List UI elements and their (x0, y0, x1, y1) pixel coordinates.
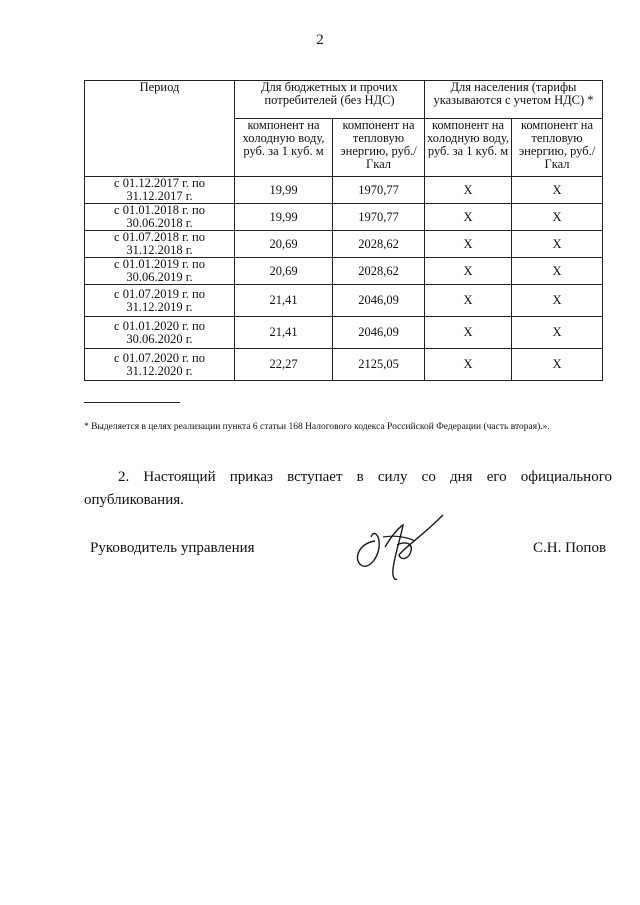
cell-budget-heat: 1970,77 (333, 204, 425, 231)
header-budget-cold-water: компонент на холодную воду, руб. за 1 куб. м (235, 119, 333, 177)
cell-period: с 01.07.2019 г. по 31.12.2019 г. (85, 285, 235, 317)
cell-period: с 01.01.2019 г. по 30.06.2019 г. (85, 258, 235, 285)
cell-population-water: X (425, 349, 512, 381)
cell-population-heat: X (512, 231, 603, 258)
cell-budget-heat: 2046,09 (333, 285, 425, 317)
cell-budget-water: 21,41 (235, 285, 333, 317)
cell-population-heat: X (512, 349, 603, 381)
table-row (85, 258, 603, 285)
cell-population-heat: X (512, 204, 603, 231)
cell-population-heat: X (512, 177, 603, 204)
header-population-heat-energy: компонент на тепловую энергию, руб./Гкал (512, 119, 603, 177)
cell-budget-heat: 2046,09 (333, 317, 425, 349)
cell-budget-water: 21,41 (235, 317, 333, 349)
footnote-divider (84, 402, 180, 403)
cell-population-water: X (425, 317, 512, 349)
cell-budget-water: 20,69 (235, 258, 333, 285)
header-period: Период (85, 81, 235, 177)
effective-date-paragraph: 2. Настоящий приказ вступает в силу со дня его официального опубликования. (84, 469, 612, 508)
tariff-table (84, 80, 603, 381)
cell-budget-water: 22,27 (235, 349, 333, 381)
cell-budget-water: 20,69 (235, 231, 333, 258)
handwritten-signature (345, 507, 455, 587)
cell-population-water: X (425, 204, 512, 231)
cell-budget-water: 19,99 (235, 204, 333, 231)
cell-population-water: X (425, 285, 512, 317)
cell-period: с 01.01.2018 г. по 30.06.2018 г. (85, 204, 235, 231)
cell-period: с 01.12.2017 г. по 31.12.2017 г. (85, 177, 235, 204)
cell-budget-heat: 2028,62 (333, 258, 425, 285)
table-row (85, 204, 603, 231)
header-group-budget: Для бюджетных и прочих потребителей (без НДС) (235, 81, 425, 119)
cell-period: с 01.07.2020 г. по 31.12.2020 г. (85, 349, 235, 381)
page-number: 2 (316, 32, 324, 48)
cell-population-heat: X (512, 285, 603, 317)
signer-title: Руководитель управления (90, 540, 255, 556)
cell-population-water: X (425, 258, 512, 285)
cell-budget-heat: 2028,62 (333, 231, 425, 258)
cell-period: с 01.01.2020 г. по 30.06.2020 г. (85, 317, 235, 349)
table-row (85, 177, 603, 204)
table-row (85, 317, 603, 349)
cell-population-water: X (425, 231, 512, 258)
header-group-population: Для населения (тарифы указываются с учетом НДС) * (425, 81, 603, 119)
cell-budget-heat: 1970,77 (333, 177, 425, 204)
signer-name: С.Н. Попов (533, 540, 607, 556)
cell-budget-water: 19,99 (235, 177, 333, 204)
cell-period: с 01.07.2018 г. по 31.12.2018 г. (85, 231, 235, 258)
table-header-row (85, 81, 603, 119)
header-population-cold-water: компонент на холодную воду, руб. за 1 куб. м (425, 119, 512, 177)
cell-population-water: X (425, 177, 512, 204)
table-row (85, 285, 603, 317)
cell-budget-heat: 2125,05 (333, 349, 425, 381)
cell-population-heat: X (512, 258, 603, 285)
footnote: * Выделяется в целях реализации пункта 6 статьи 168 Налогового кодекса Российской Федерации (часть вторая).». (84, 422, 550, 432)
table-row (85, 349, 603, 381)
table-row (85, 231, 603, 258)
header-budget-heat-energy: компонент на тепловую энергию, руб./Гкал (333, 119, 425, 177)
cell-population-heat: X (512, 317, 603, 349)
